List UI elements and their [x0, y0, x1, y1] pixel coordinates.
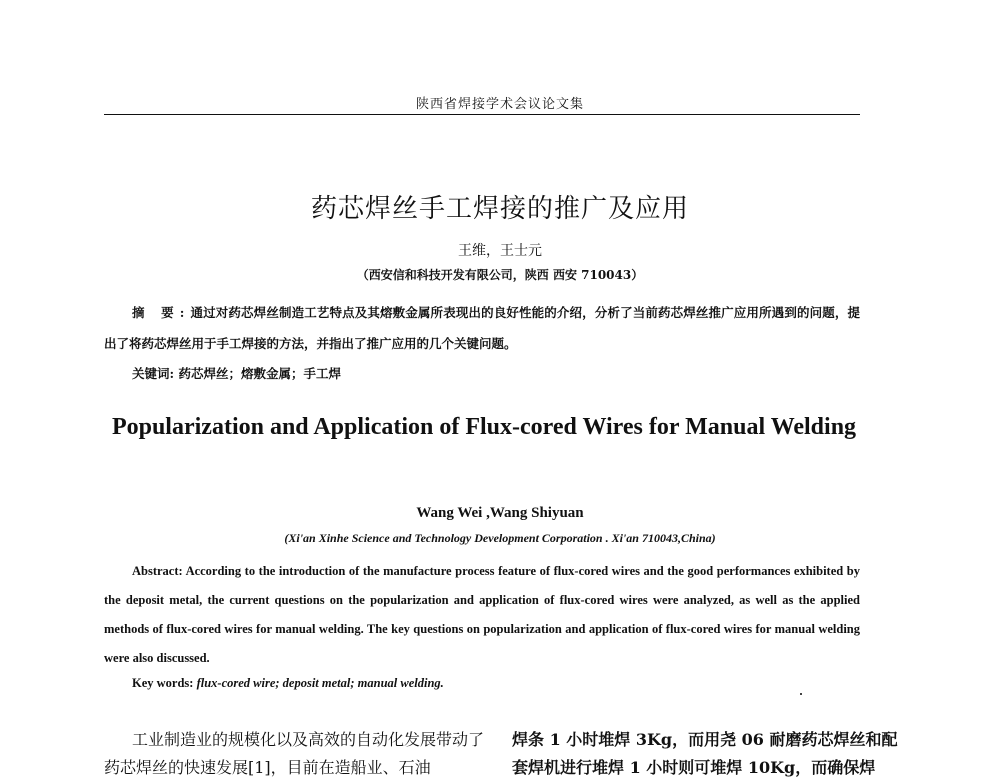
chinese-affiliation: （西安信和科技开发有限公司，陕西 西安 710043） [356, 268, 644, 282]
english-title: Popularization and Application of Flux-cored Wires for Manual Welding [111, 414, 857, 440]
chinese-abstract-text: 通过对药芯焊丝制造工艺特点及其熔敷金属所表现出的良好性能的介绍，分析了当前药芯焊丝推广应用所遇到的问题，提出了将药芯焊丝用于手工焊接的方法，并指出了推广应用的几个关键问题。 [104, 305, 860, 351]
chinese-abstract [104, 297, 860, 359]
body-right-column: 焊条 1 小时堆焊 3Kg，而用尧 06 耐磨药芯焊丝和配套焊机进行堆焊 1 小时则可堆焊 10Kg，而确保焊 [512, 730, 898, 777]
english-keywords-label: Key words: [132, 676, 194, 690]
chinese-title: 药芯焊丝手工焊接的推广及应用 [310, 194, 689, 224]
chinese-keywords [132, 364, 341, 382]
english-authors: Wang Wei ,Wang Shiyuan [416, 505, 584, 521]
chinese-abstract-label: 摘 要: [132, 305, 191, 320]
chinese-keywords-values: 药芯焊丝；熔敷金属；手工焊 [178, 366, 341, 381]
english-affiliation: (Xi'an Xinhe Science and Technology Development Corporation . Xi'an 710043,China) [284, 531, 716, 545]
header-rule [104, 114, 860, 115]
scan-speck [800, 693, 802, 695]
chinese-keywords-label: 关键词: [132, 366, 175, 381]
english-abstract-label: Abstract: [132, 564, 183, 578]
chinese-authors: 王维，王士元 [458, 243, 542, 259]
running-head: 陕西省焊接学术会议论文集 [415, 97, 584, 112]
english-abstract [104, 557, 860, 673]
english-keywords-values: flux-cored wire; deposit metal; manual welding. [196, 676, 444, 690]
body-left-column: 工业制造业的规模化以及高效的自动化发展带动了药芯焊丝的快速发展[1]，目前在造船业、石油 [104, 730, 485, 777]
english-abstract-text: According to the introduction of the manufacture process feature of flux-cored wires and the good performances exhibited by the deposit metal, the current questions on the popularization and application of flux-cored wires were analyzed, as well as the applied methods of flux-cored wires for manual welding. The key questions on popularization and application of flux-cored wires for manual welding were also discussed. [104, 564, 860, 665]
english-keywords [132, 676, 444, 691]
